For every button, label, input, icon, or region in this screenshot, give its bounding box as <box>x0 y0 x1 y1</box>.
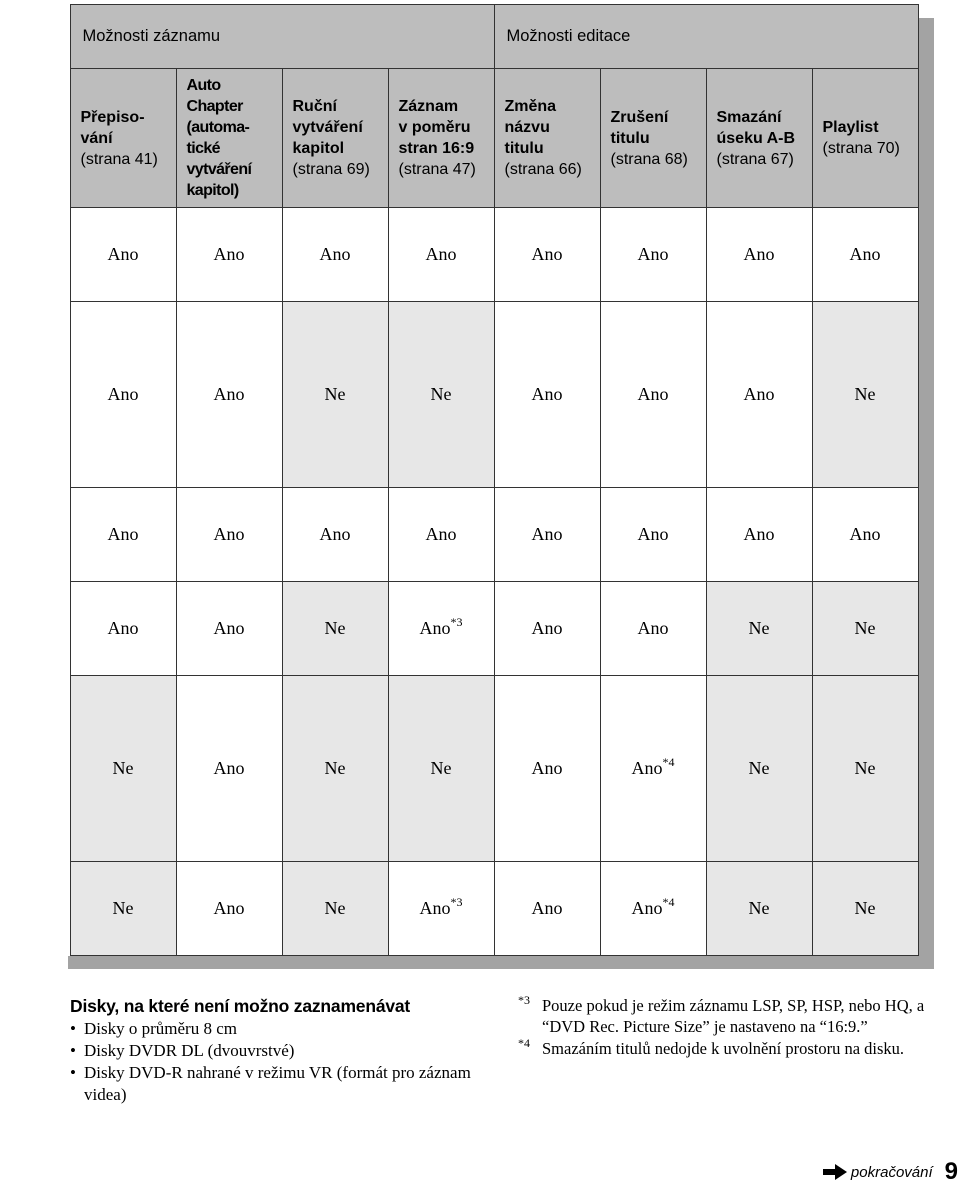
cell-value: Ano <box>213 384 245 404</box>
column-page-ref: (strana 69) <box>292 161 370 178</box>
cell-value: Ne <box>748 618 770 638</box>
cell-value: Ano <box>531 758 563 778</box>
column-header-line: v poměru <box>398 119 471 136</box>
cell-value: Ano <box>425 244 457 264</box>
compatibility-table-wrap <box>0 4 918 954</box>
row-label-spacer <box>0 676 70 862</box>
column-header-line: názvu <box>504 119 550 136</box>
table-cell <box>282 862 388 956</box>
cell-value: Ano <box>631 758 663 778</box>
table-row <box>0 302 918 488</box>
cell-value: Ano <box>107 524 139 544</box>
cell-value: Ne <box>112 898 134 918</box>
cell-value: Ne <box>854 898 876 918</box>
table-cell <box>70 862 176 956</box>
column-header <box>388 69 494 208</box>
table-cell <box>600 208 706 302</box>
footnote-ref: *4 <box>662 895 675 909</box>
column-header-line: Přepiso- <box>80 108 145 126</box>
column-page-ref: (strana 66) <box>504 161 582 178</box>
cell-value: Ano <box>743 244 775 264</box>
row-label-spacer <box>0 302 70 488</box>
table-cell <box>600 488 706 582</box>
table-cell <box>812 208 918 302</box>
cell-value: Ano <box>531 244 563 264</box>
table-cell <box>706 488 812 582</box>
column-header <box>600 69 706 208</box>
column-page-ref: (strana 70) <box>822 140 900 157</box>
cell-value: Ano <box>319 244 351 264</box>
compatibility-table <box>0 4 919 956</box>
cell-value: Ano <box>743 384 775 404</box>
table-cell <box>388 302 494 488</box>
table-row <box>0 488 918 582</box>
table-cell <box>70 302 176 488</box>
cell-value: Ne <box>854 618 876 638</box>
table-cell <box>176 302 282 488</box>
column-header-line: Playlist <box>822 119 879 136</box>
table-cell <box>70 582 176 676</box>
cell-value: Ano <box>419 618 451 638</box>
row-label-spacer <box>0 208 70 302</box>
cell-value: Ano <box>213 758 245 778</box>
table-cell <box>388 582 494 676</box>
table-cell <box>600 582 706 676</box>
column-header-line: Záznam <box>398 98 459 115</box>
cell-value: Ano <box>637 618 669 638</box>
table-cell <box>706 862 812 956</box>
row-label-spacer <box>0 582 70 676</box>
cell-value: Ano <box>631 898 663 918</box>
table-cell <box>494 676 600 862</box>
unsupported-discs-list <box>70 1018 500 1106</box>
table-cell <box>176 208 282 302</box>
cell-value: Ne <box>324 898 346 918</box>
cell-value: Ne <box>748 758 770 778</box>
cell-value: Ano <box>107 384 139 404</box>
column-header <box>70 69 176 208</box>
cell-value: Ano <box>213 618 245 638</box>
table-cell <box>70 208 176 302</box>
column-page-ref: (strana 68) <box>610 150 688 168</box>
footnotes <box>518 995 938 1060</box>
footnote-mark: *3 <box>518 993 530 1007</box>
cell-value: Ano <box>531 898 563 918</box>
cell-value: Ne <box>324 758 346 778</box>
list-item: • Disky DVDR DL (dvouvrstvé) <box>70 1040 500 1062</box>
column-header-line: Ruční <box>292 98 337 115</box>
table-cell <box>600 676 706 862</box>
continued-label[interactable]: pokračování <box>850 1163 933 1181</box>
column-header-line: kapitol <box>292 140 345 157</box>
column-header <box>176 69 282 208</box>
cell-value: Ano <box>849 244 881 264</box>
footnote-ref: *3 <box>450 615 463 629</box>
table-cell <box>282 582 388 676</box>
column-header-line: úseku A-B <box>716 129 796 147</box>
cell-value: Ano <box>213 898 245 918</box>
footnote-3 <box>518 995 938 1037</box>
cell-value: Ano <box>743 524 775 544</box>
column-header-line: stran 16:9 <box>398 140 475 157</box>
section-edit-options: Možnosti editace <box>494 5 918 69</box>
table-cell <box>282 676 388 862</box>
table-cell <box>176 676 282 862</box>
row-label-spacer <box>0 69 70 208</box>
section-record-options: Možnosti záznamu <box>70 5 494 69</box>
table-cell <box>176 862 282 956</box>
column-header-line: Zrušení <box>610 108 669 126</box>
unsupported-discs-notes <box>70 994 500 1106</box>
table-cell <box>70 488 176 582</box>
table-cell <box>388 488 494 582</box>
table-cell <box>388 676 494 862</box>
column-header-line: (automa- <box>186 119 250 136</box>
column-header-line: vytváření <box>292 119 363 136</box>
cell-value: Ne <box>854 384 876 404</box>
table-cell <box>812 302 918 488</box>
cell-value: Ano <box>637 244 669 264</box>
cell-value: Ano <box>531 618 563 638</box>
unsupported-discs-heading: Disky, na které není možno zaznamenávat <box>70 996 411 1016</box>
table-row <box>0 582 918 676</box>
arrow-right-icon <box>823 1164 847 1180</box>
column-header <box>494 69 600 208</box>
list-item: • Disky o průměru 8 cm <box>70 1018 500 1040</box>
cell-value: Ne <box>324 618 346 638</box>
footnote-4 <box>518 1038 938 1059</box>
column-header-line: vytváření <box>186 161 252 178</box>
table-cell <box>388 208 494 302</box>
column-header-line: vání <box>80 129 113 147</box>
cell-value: Ne <box>324 384 346 404</box>
table-cell <box>70 676 176 862</box>
list-item: • Disky DVD-R nahrané v režimu VR (formát pro záznam videa) <box>70 1062 500 1106</box>
cell-value: Ne <box>854 758 876 778</box>
cell-value: Ano <box>637 384 669 404</box>
table-cell <box>812 582 918 676</box>
cell-value: Ano <box>419 898 451 918</box>
footnote-text: Pouze pokud je režim záznamu LSP, SP, HSP, nebo HQ, a “DVD Rec. Picture Size” je nastaveno na “16:9.” <box>542 996 925 1036</box>
column-page-ref: (strana 41) <box>80 150 158 168</box>
cell-value: Ano <box>531 524 563 544</box>
cell-value: Ano <box>319 524 351 544</box>
table-cell <box>176 582 282 676</box>
column-header-line: tické <box>186 140 220 157</box>
table-cell <box>282 302 388 488</box>
table-cell <box>812 862 918 956</box>
row-label-spacer <box>0 862 70 956</box>
page-footer <box>823 1157 960 1185</box>
cell-value: Ano <box>531 384 563 404</box>
footnote-mark: *4 <box>518 1036 530 1050</box>
column-header-line: Auto Chapter <box>186 77 243 115</box>
column-header <box>812 69 918 208</box>
column-header <box>282 69 388 208</box>
footnote-ref: *3 <box>450 895 463 909</box>
table-cell <box>494 862 600 956</box>
cell-value: Ano <box>107 618 139 638</box>
table-row <box>0 862 918 956</box>
page-number: 9 <box>944 1158 958 1185</box>
table-cell <box>706 302 812 488</box>
cell-value: Ne <box>112 758 134 778</box>
table-cell <box>176 488 282 582</box>
table-cell <box>706 676 812 862</box>
column-page-ref: (strana 67) <box>716 150 794 168</box>
cell-value: Ne <box>748 898 770 918</box>
table-cell <box>600 862 706 956</box>
footnote-text: Smazáním titulů nedojde k uvolnění prostoru na disku. <box>542 1039 905 1058</box>
column-header-line: kapitol) <box>186 182 239 199</box>
column-header <box>706 69 812 208</box>
column-page-ref: (strana 47) <box>398 161 476 178</box>
table-cell <box>494 582 600 676</box>
footnote-ref: *4 <box>662 755 675 769</box>
table-row <box>0 208 918 302</box>
column-header-line: titulu <box>504 140 544 157</box>
cell-value: Ano <box>425 524 457 544</box>
row-label-spacer <box>0 5 70 69</box>
table-cell <box>706 208 812 302</box>
column-header-line: titulu <box>610 129 650 147</box>
table-cell <box>388 862 494 956</box>
row-label-spacer <box>0 488 70 582</box>
table-cell <box>812 488 918 582</box>
cell-value: Ano <box>849 524 881 544</box>
table-cell <box>494 208 600 302</box>
table-cell <box>812 676 918 862</box>
cell-value: Ano <box>213 524 245 544</box>
table-cell <box>282 488 388 582</box>
table-cell <box>706 582 812 676</box>
cell-value: Ne <box>430 384 452 404</box>
table-cell <box>494 302 600 488</box>
cell-value: Ano <box>637 524 669 544</box>
table-cell <box>600 302 706 488</box>
column-header-line: Smazání <box>716 108 782 126</box>
cell-value: Ne <box>430 758 452 778</box>
cell-value: Ano <box>107 244 139 264</box>
table-cell <box>494 488 600 582</box>
column-header-line: Změna <box>504 98 557 115</box>
table-row <box>0 676 918 862</box>
table-cell <box>282 208 388 302</box>
cell-value: Ano <box>213 244 245 264</box>
